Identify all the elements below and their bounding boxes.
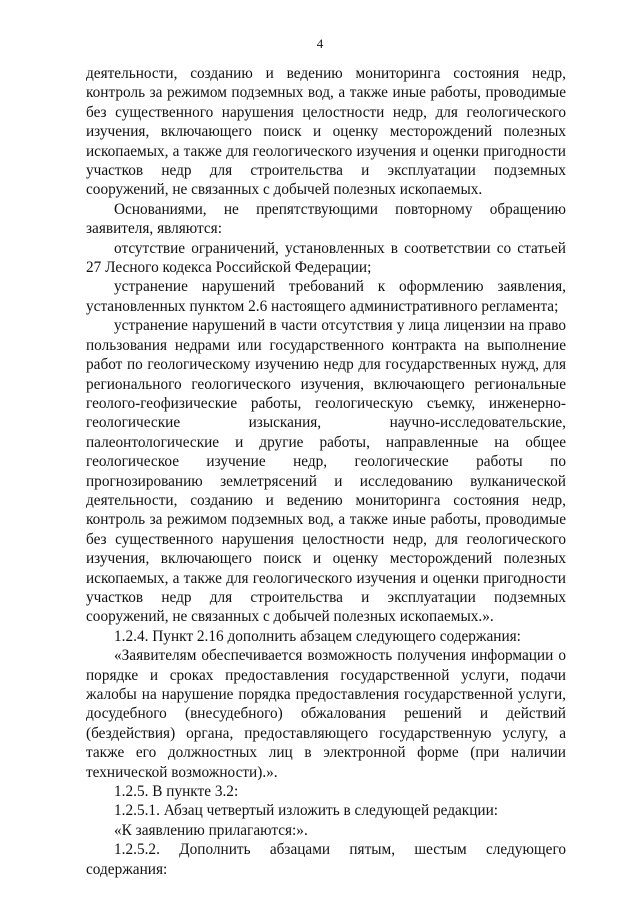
paragraph: деятельности, созданию и ведению мониторинга состояния недр, контроль за режимом подземных вод, а также иные работы, проводимые без существенного нарушения целостности недр, для геологического изучения, включающего поиск и оценку месторождений полезных ископаемых, а также для геологического изучения и оценки пригодности участков недр для строительства и эксплуатации подземных сооружений, не связанных с добычей полезных ископаемых.	[86, 65, 566, 199]
document-body	[86, 64, 566, 879]
paragraph: 1.2.4. Пункт 2.16 дополнить абзацем следующего содержания:	[114, 627, 521, 645]
paragraph: «К заявлению прилагаются:».	[114, 821, 308, 839]
paragraph: 1.2.5.2. Дополнить абзацами пятым, шестым следующего содержания:	[86, 841, 566, 878]
paragraph: 1.2.5.1. Абзац четвертый изложить в следующей редакции:	[114, 802, 499, 820]
paragraph: отсутствие ограничений, установленных в соответствии со статьей 27 Лесного кодекса Российской Федерации;	[86, 239, 566, 277]
paragraph: Основаниями, не препятствующими повторному обращению заявителя, являются:	[86, 200, 566, 238]
page-number: 4	[316, 36, 324, 51]
paragraph: устранение нарушений требований к оформлению заявления, установленных пунктом 2.6 настоящего административного регламента;	[86, 278, 566, 315]
paragraph: 1.2.5. В пункте 3.2:	[114, 783, 239, 801]
paragraph: устранение нарушений в части отсутствия у лица лицензии на право пользования недрами или государственного контракта на выполнение работ по геологическому изучению недр для государственных нужд, для регионального геологического изучения, включающего региональные геолого-геофизические работы, геологическую съемку, инженерно-геологические изыскания, научно-исследовательские, палеонтологические и другие работы, направленные на общее геологическое изучение недр, геологические работы по прогнозированию землетрясений и исследованию вулканической деятельности, созданию и ведению мониторинга состояния недр, контроль за режимом подземных вод, а также иные работы, проводимые без существенного нарушения целостности недр, для геологического изучения, включающего поиск и оценку месторождений полезных ископаемых, а также для геологического изучения и оценки пригодности участков недр для строительства и эксплуатации подземных сооружений, не связанных с добычей полезных ископаемых.».	[86, 317, 566, 626]
paragraph: «Заявителям обеспечивается возможность получения информации о порядке и сроках предоставления государственной услуги, подачи жалобы на нарушение порядка предоставления государственной услуги, досудебного (внесудебного) обжалования решений и действий (бездействия) органа, предоставляющего государственную услугу, а также его должностных лиц в электронной форме (при наличии технической возможности).».	[86, 647, 566, 781]
